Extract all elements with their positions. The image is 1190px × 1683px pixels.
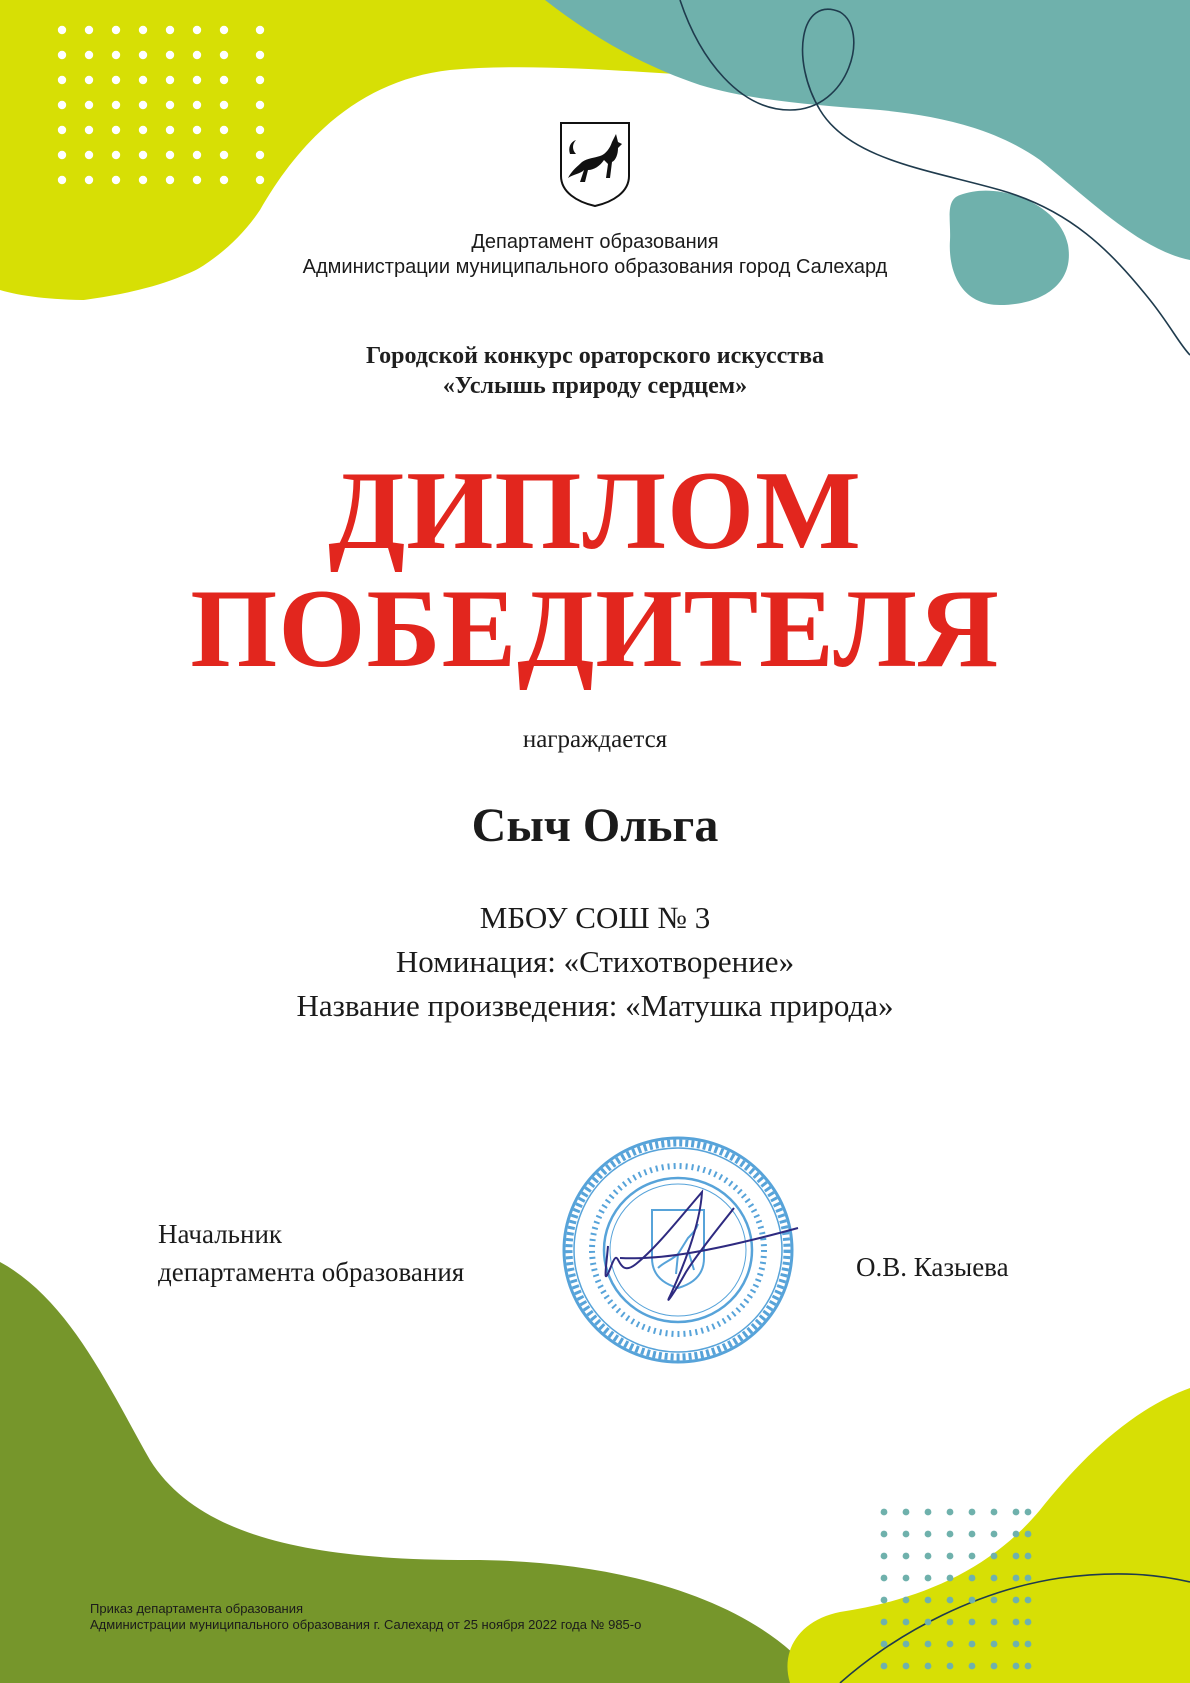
- signer-role-line-2: департамента образования: [158, 1257, 465, 1287]
- contest-line-2: «Услышь природу сердцем»: [442, 373, 748, 399]
- signer-role-line-1: Начальник: [158, 1219, 283, 1249]
- handwritten-signature-icon: [606, 1192, 799, 1300]
- department-header: [0, 230, 1190, 280]
- diploma-title: [0, 449, 1190, 691]
- work-title: Название произведения: «Матушка природа»: [296, 988, 894, 1023]
- diploma-title-line-1: ДИПЛОМ: [328, 449, 862, 573]
- awarded-label: награждается: [522, 726, 668, 753]
- department-line-2: Администрации муниципального образования город Салехард: [302, 256, 888, 278]
- order-line-1: Приказ департамента образования: [90, 1601, 304, 1616]
- recipient-name: Сыч Ольга: [471, 799, 719, 852]
- lime-wave-bottom: [787, 1388, 1190, 1683]
- order-line-2: Администрации муниципального образования г. Салехард от 25 ноября 2022 года № 985-о: [90, 1617, 642, 1632]
- school-name: МБОУ СОШ № 3: [479, 900, 711, 935]
- signer-name: О.В. Казыева: [856, 1252, 1009, 1282]
- signer-role: [158, 1215, 464, 1291]
- fox-coat-of-arms-icon: [558, 120, 632, 208]
- department-line-1: Департамент образования: [471, 231, 719, 253]
- official-round-stamp-icon: [560, 1130, 810, 1370]
- order-reference: [90, 1601, 641, 1633]
- award-details: [0, 896, 1190, 1028]
- contest-line-1: Городской конкурс ораторского искусства: [365, 343, 825, 369]
- contest-title: [0, 341, 1190, 401]
- diploma-title-line-2: ПОБЕДИТЕЛЯ: [190, 567, 1000, 691]
- nomination: Номинация: «Стихотворение»: [395, 944, 795, 979]
